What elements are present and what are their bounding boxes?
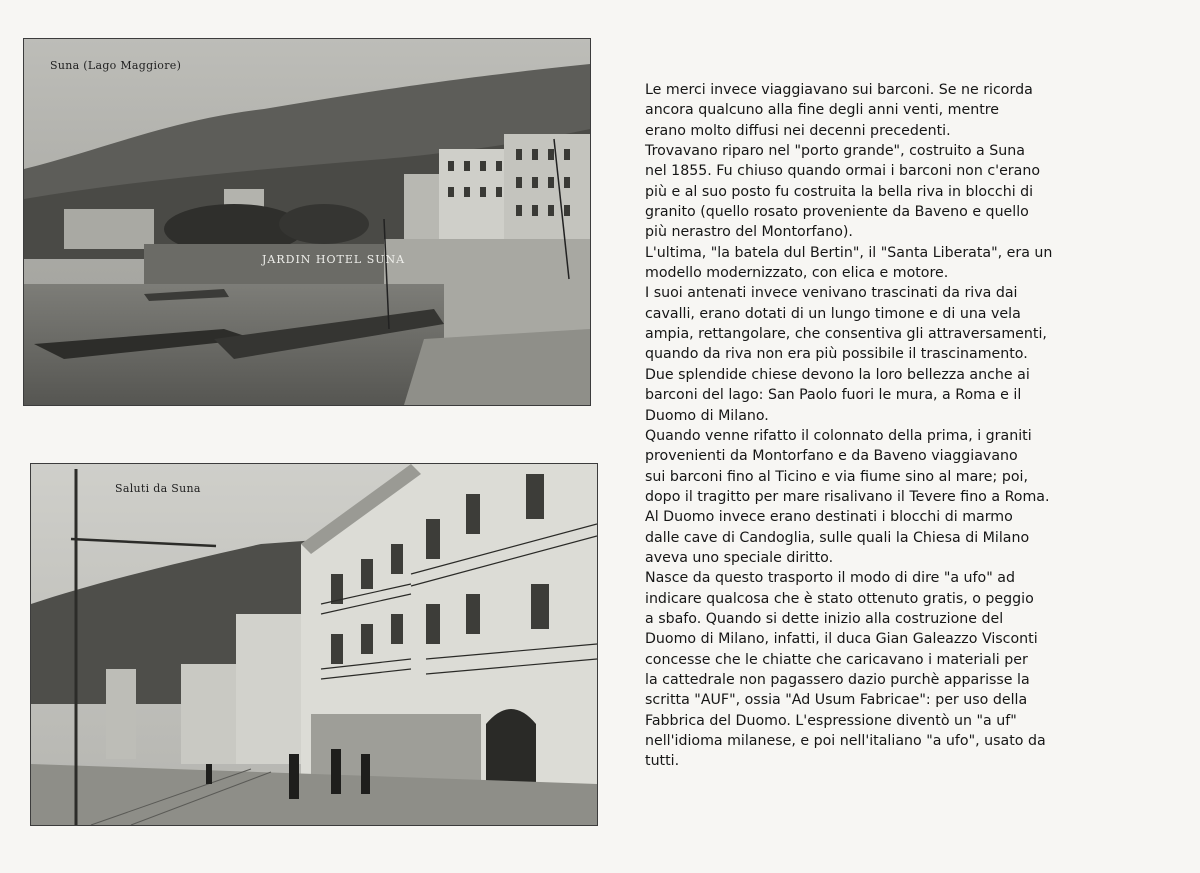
text-line: cavalli, erano dotati di un lungo timone e di una vela [645, 305, 1021, 322]
lake-harbor-illustration [24, 39, 590, 405]
text-line: tutti. [645, 753, 680, 770]
hotel-sign-text: JARDIN HOTEL SUNA [262, 253, 406, 266]
text-line: più e al suo posto fu costruita la bella riva in blocchi di [645, 183, 1034, 200]
text-line: nel 1855. Fu chiuso quando ormai i barconi non c'erano [645, 163, 1040, 180]
text-line: Due splendide chiese devono la loro bellezza anche ai [645, 366, 1030, 383]
text-line: più nerastro del Montorfano). [645, 224, 853, 241]
text-line: nell'idioma milanese, e poi nell'italiano "a ufo", usato da [645, 733, 1046, 749]
text-line: L'ultima, "la batela dul Bertin", il "Santa Liberata", era un [645, 244, 1053, 261]
text-line: provenienti da Montorfano e da Baveno viaggiavano [645, 448, 1018, 465]
lake-harbor-photo [23, 38, 591, 406]
text-line: sui barconi fino al Ticino e via fiume sino al mare; poi, [645, 468, 1028, 485]
text-line: Duomo di Milano, infatti, il duca Gian Galeazzo Visconti [645, 631, 1038, 648]
text-line: granito (quello rosato proveniente da Baveno e quello [645, 204, 1029, 221]
text-line: I suoi antenati invece venivano trascinati da riva dai [645, 285, 1018, 302]
photo-caption: Suna (Lago Maggiore) [50, 59, 182, 72]
text-line: Trovavano riparo nel "porto grande", costruito a Suna [645, 143, 1025, 160]
street-view-illustration [31, 464, 597, 825]
street-view-photo [30, 463, 598, 826]
text-line: barconi del lago: San Paolo fuori le mura, a Roma e il [645, 387, 1022, 404]
text-line: aveva uno speciale diritto. [645, 549, 834, 566]
text-line: indicare qualcosa che è stato ottenuto gratis, o peggio [645, 590, 1034, 607]
text-line: scritta "AUF", ossia "Ad Usum Fabricae": per uso della [645, 692, 1028, 709]
text-line: ancora qualcuno alla fine degli anni venti, mentre [645, 102, 1000, 119]
text-line: a sbafo. Quando si dette inizio alla costruzione del [645, 610, 1004, 627]
photo-caption: Saluti da Suna [115, 482, 201, 495]
text-line: modello modernizzato, con elica e motore. [645, 265, 949, 282]
text-line: concesse che le chiatte che caricavano i materiali per [645, 651, 1028, 668]
article-text [645, 80, 1125, 772]
text-line: Duomo di Milano. [645, 407, 769, 424]
text-line: ampia, rettangolare, che consentiva gli attraversamenti, [645, 326, 1047, 343]
text-line: dalle cave di Candoglia, sulle quali la Chiesa di Milano [645, 529, 1030, 546]
text-line: Le merci invece viaggiavano sui barconi. Se ne ricorda [645, 82, 1033, 98]
text-line: Quando venne rifatto il colonnato della prima, i graniti [645, 427, 1032, 444]
text-line: la cattedrale non pagassero dazio purchè apparisse la [645, 671, 1030, 688]
text-line: Nasce da questo trasporto il modo di dire "a ufo" ad [645, 570, 1015, 587]
text-line: Al Duomo invece erano destinati i blocchi di marmo [645, 509, 1013, 526]
text-line: erano molto diffusi nei decenni precedenti. [645, 122, 951, 139]
text-line: dopo il tragitto per mare risalivano il Tevere fino a Roma. [645, 488, 1050, 505]
text-line: Fabbrica del Duomo. L'espressione diventò un "a uf" [645, 712, 1017, 729]
text-line: quando da riva non era più possibile il trascinamento. [645, 346, 1028, 363]
